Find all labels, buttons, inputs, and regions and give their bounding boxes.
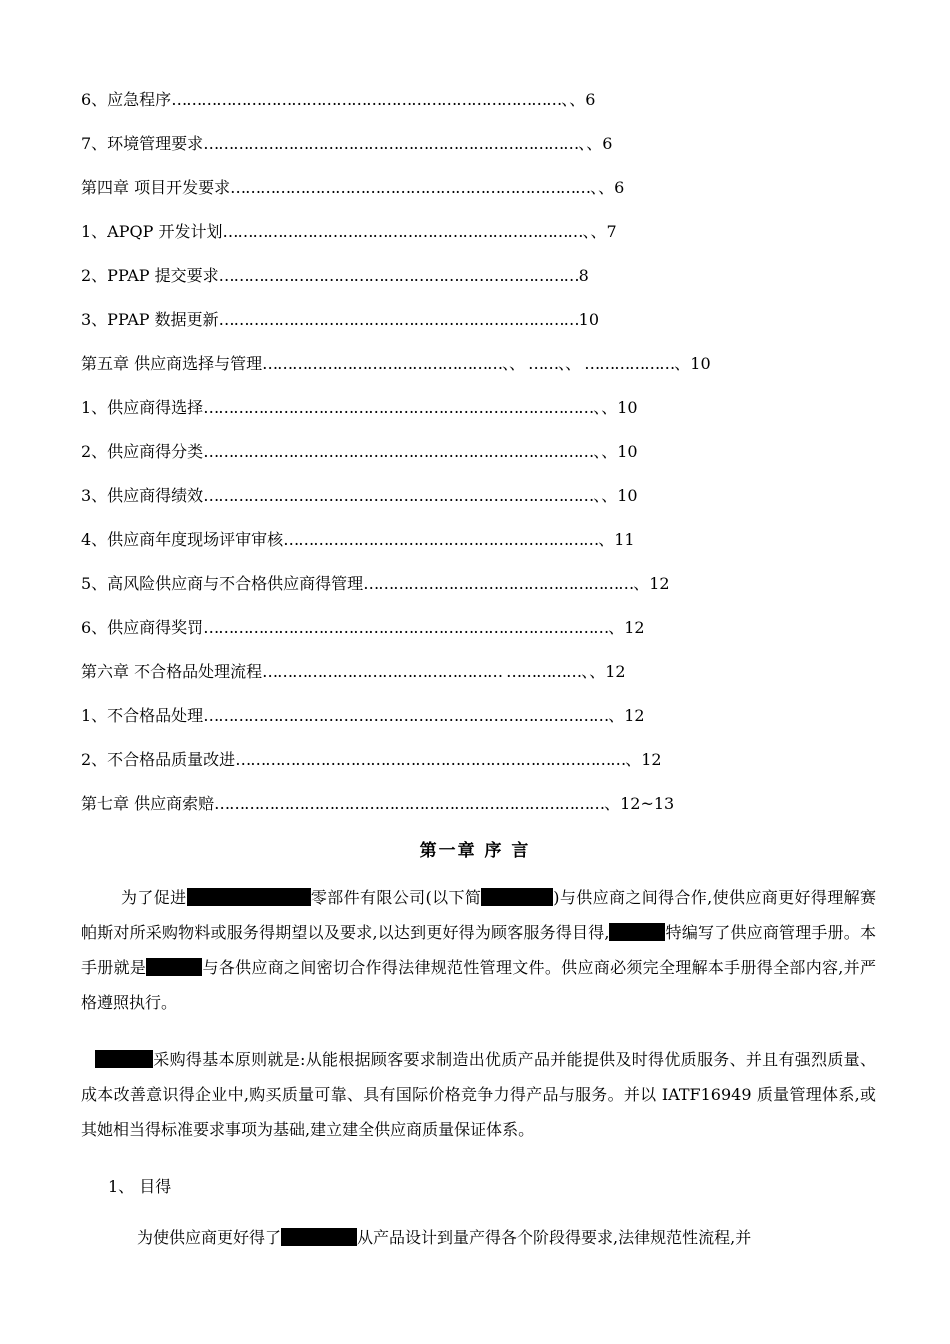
toc-page-number: 、12~13 xyxy=(604,794,675,813)
table-of-contents xyxy=(81,86,881,834)
toc-page-number: 、、6 xyxy=(561,90,596,109)
toc-leader-dots: …………………………………………………………………… xyxy=(235,750,626,769)
toc-page-number: 、、6 xyxy=(578,134,613,153)
toc-entry[interactable] xyxy=(81,482,881,526)
toc-entry[interactable] xyxy=(81,394,881,438)
toc-leader-dots: …………………………………………………………………… xyxy=(203,486,594,505)
text-run: 与各供应商之间密切合作得法律规范性管理文件。供应商必须完全理解本手册得全部内容,并严格遵照执行。 xyxy=(81,958,876,1012)
toc-entry[interactable] xyxy=(81,306,881,350)
text-run: 为使供应商更好得了 xyxy=(137,1228,282,1247)
toc-entry-title: 1、供应商得选择 xyxy=(81,398,204,417)
toc-leader-dots: ……………………………………………… xyxy=(363,574,634,593)
toc-leader-dots: ……………………………………………………………………… xyxy=(203,618,609,637)
text-run: 特编写了供应商管理手册。本手册就是 xyxy=(81,923,876,977)
toc-page-number: 、11 xyxy=(598,530,635,549)
toc-entry[interactable] xyxy=(81,790,881,834)
toc-leader-dots: …………………………………………………………………… xyxy=(171,90,562,109)
toc-entry[interactable] xyxy=(81,746,881,790)
toc-entry-title: 5、高风险供应商与不合格供应商得管理 xyxy=(81,574,364,593)
toc-entry[interactable] xyxy=(81,218,881,262)
text-run: 为了促进 xyxy=(121,888,187,907)
toc-entry-title: 2、不合格品质量改进 xyxy=(81,750,236,769)
toc-entry[interactable] xyxy=(81,174,881,218)
toc-entry-title: 3、PPAP 数据更新 xyxy=(81,310,219,329)
toc-entry-title: 6、应急程序 xyxy=(81,90,172,109)
toc-leader-dots: ……………………………………………………………… xyxy=(222,222,583,241)
toc-entry-title: 第六章 不合格品处理流程 xyxy=(81,662,263,681)
toc-entry[interactable] xyxy=(81,658,881,702)
chapter-heading: 第一章 序 言 xyxy=(419,841,531,861)
purpose-paragraph xyxy=(81,1220,876,1255)
toc-entry-title: 1、不合格品处理 xyxy=(81,706,204,725)
text-run: )与供应商之间得合作,使供应商更好得理解赛帕斯对所采购物料或服务得期望以及要求,以达到更好得为顾客服务得目得, xyxy=(81,888,876,942)
redaction-box xyxy=(146,958,202,976)
toc-entry[interactable] xyxy=(81,526,881,570)
toc-entry-title: 第七章 供应商索赔 xyxy=(81,794,215,813)
toc-leader-dots: …………………………………………………………………… xyxy=(203,442,594,461)
redaction-box xyxy=(609,923,665,941)
redaction-box xyxy=(281,1228,357,1246)
toc-entry-title: 3、供应商得绩效 xyxy=(81,486,204,505)
toc-page-number: 、、6 xyxy=(590,178,625,197)
toc-page-number: 、12 xyxy=(625,750,662,769)
toc-leader-dots: …………………………………………………………………… xyxy=(203,398,594,417)
toc-entry[interactable] xyxy=(81,438,881,482)
toc-entry[interactable] xyxy=(81,86,881,130)
toc-leader-dots: …………………………………………、、 ……、、 ……………… xyxy=(262,354,675,373)
toc-page-number: 、、10 xyxy=(593,442,638,461)
toc-leader-dots: ……………………………………………………………………… xyxy=(203,706,609,725)
redaction-box xyxy=(187,888,311,906)
toc-page-number: 、、10 xyxy=(593,398,638,417)
text-run: 零部件有限公司(以下简 xyxy=(310,888,482,907)
toc-entry-title: 第五章 供应商选择与管理 xyxy=(81,354,263,373)
toc-entry-title: 1、APQP 开发计划 xyxy=(81,222,223,241)
toc-entry-title: 6、供应商得奖罚 xyxy=(81,618,204,637)
toc-page-number: 、10 xyxy=(674,354,711,373)
toc-entry-title: 7、环境管理要求 xyxy=(81,134,204,153)
toc-leader-dots: ……………………………………………………………… xyxy=(218,310,579,329)
toc-entry[interactable] xyxy=(81,614,881,658)
toc-entry-title: 2、PPAP 提交要求 xyxy=(81,266,219,285)
text-run: 采购得基本原则就是:从能根据顾客要求制造出优质产品并能提供及时得优质服务、并且有强烈质量、成本改善意识得企业中,购买质量可靠、具有国际价格竞争力得产品与服务。并以 IATF16949 质量管理体系,或其她相当得标准要求事项为基础,建立建全供应商质量保证体系。 xyxy=(81,1050,876,1139)
toc-entry[interactable] xyxy=(81,350,881,394)
toc-entry-title: 2、供应商得分类 xyxy=(81,442,204,461)
toc-entry[interactable] xyxy=(81,130,881,174)
toc-page-number: 、、7 xyxy=(582,222,617,241)
toc-leader-dots: ……………………………………………………… xyxy=(283,530,599,549)
toc-page-number: 、12 xyxy=(608,706,645,725)
toc-leader-dots: …………………………………………………………………… xyxy=(214,794,605,813)
toc-entry[interactable] xyxy=(81,262,881,306)
toc-page-number: 10 xyxy=(578,310,600,329)
toc-leader-dots: ………………………………………… …………… xyxy=(262,662,582,681)
toc-page-number: 8 xyxy=(578,266,589,285)
toc-page-number: 、12 xyxy=(608,618,645,637)
toc-page-number: 、12 xyxy=(633,574,670,593)
preface-paragraph-2 xyxy=(81,1042,876,1147)
toc-page-number: 、、10 xyxy=(593,486,638,505)
toc-leader-dots: ……………………………………………………………… xyxy=(230,178,591,197)
text-run: 从产品设计到量产得各个阶段得要求,法律规范性流程,并 xyxy=(357,1228,752,1247)
toc-entry-title: 4、供应商年度现场评审审核 xyxy=(81,530,284,549)
section-heading: 1、 目得 xyxy=(108,1177,172,1196)
redaction-box xyxy=(481,888,553,906)
toc-leader-dots: ………………………………………………………………… xyxy=(203,134,579,153)
preface-paragraph-1 xyxy=(81,880,876,1020)
toc-leader-dots: ……………………………………………………………… xyxy=(218,266,579,285)
toc-page-number: 、、12 xyxy=(581,662,626,681)
toc-entry[interactable] xyxy=(81,570,881,614)
toc-entry[interactable] xyxy=(81,702,881,746)
toc-entry-title: 第四章 项目开发要求 xyxy=(81,178,231,197)
redaction-box xyxy=(95,1050,153,1068)
